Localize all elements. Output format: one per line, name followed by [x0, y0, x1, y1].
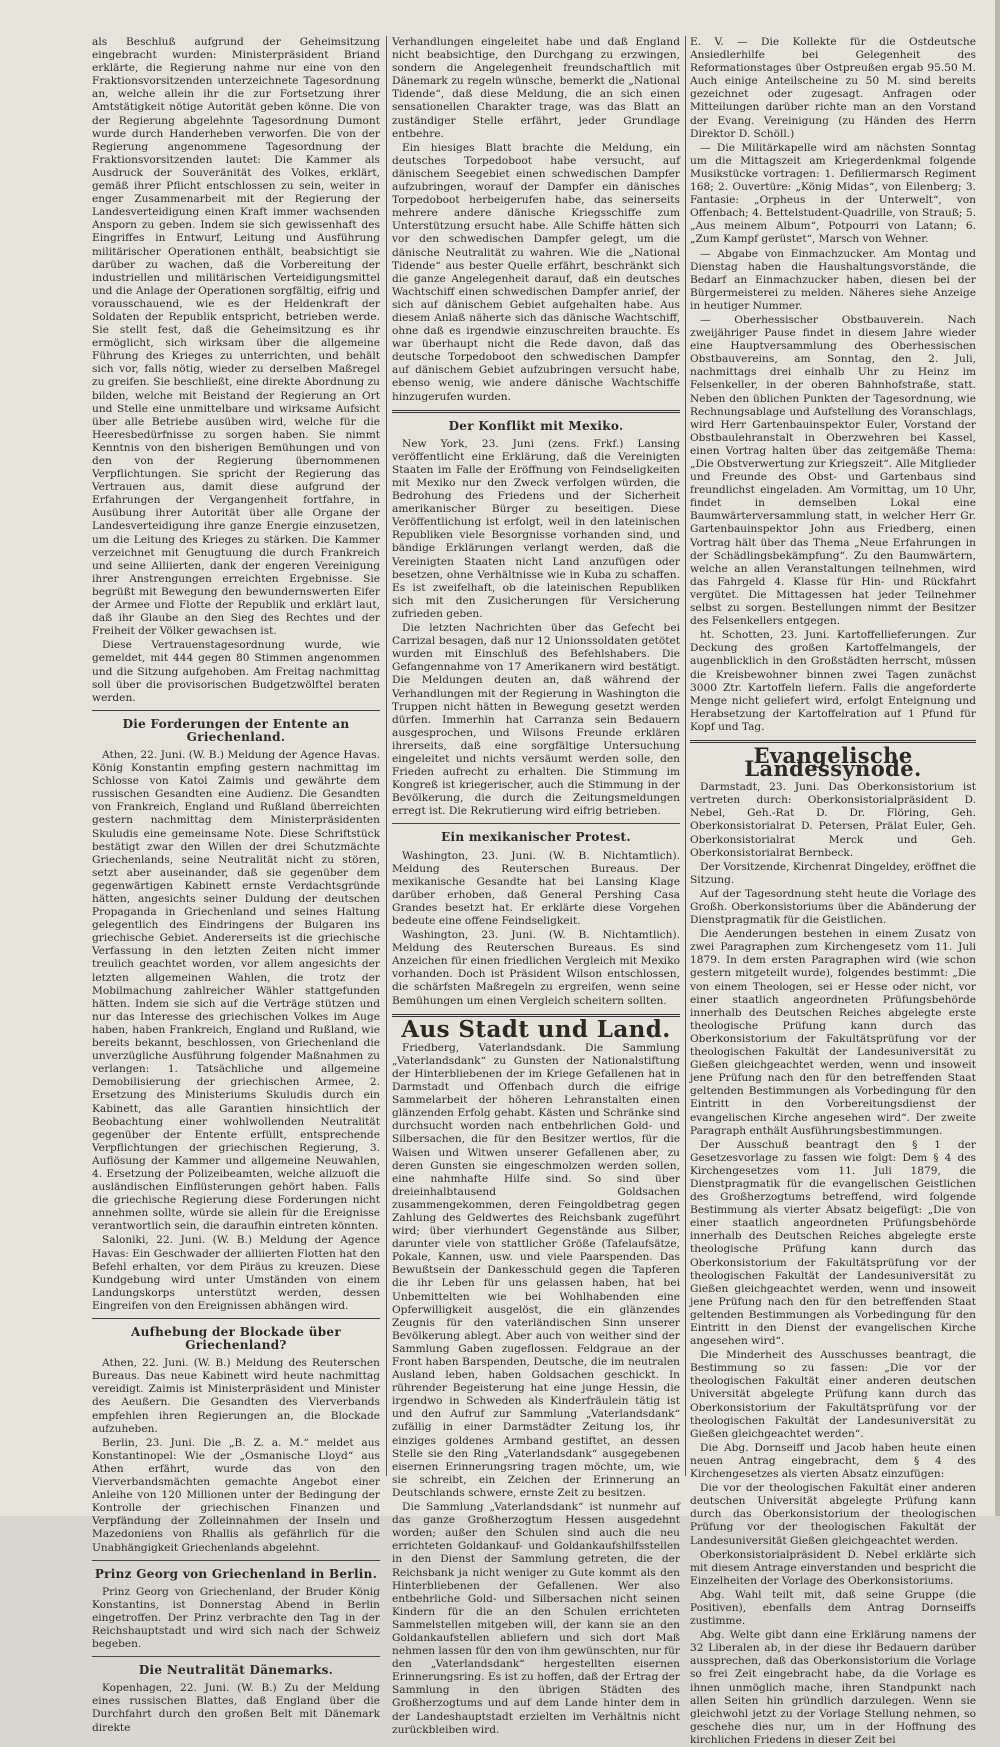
- article-paragraph: Diese Vertrauenstagesordnung wurde, wie gemeldet, mit 444 gegen 80 Stimmen angenommen und die Sitzung aufgehoben. Am Freitag nachmittag soll über die provisorischen Budgetzwölftel beraten werden.: [92, 639, 380, 704]
- article-paragraph: Die letzten Nachrichten über das Gefecht bei Carrizal besagen, daß nur 12 Unionssoldaten getötet wurden mit Einschluß des Befehlshabers. Die Gefangennahme von 17 Amerikanern wird bestätigt. Die Meldungen deuten an, daß während der Verhandlungen mit der Regierung in Washington die Truppen nicht hätten in Bewegung gesetzt werden dürfen. Immerhin hat Carranza sein Bedauern ausgesprochen, und Wilsons Freunde erklären ihrerseits, daß eine sorgfältige Untersuchung eingeleitet und nichts versäumt werden solle, den Frieden aufrecht zu erhalten. Die Stimmung im Kongreß ist kriegerischer, auch die Stimmung in der Bevölkerung, die durch die Zeitungsmeldungen erregt ist. Die Rekrutierung wird eifrig betrieben.: [392, 622, 680, 818]
- article-paragraph: Auf der Tagesordnung steht heute die Vorlage des Großh. Oberkonsistoriums über die Abänderung der Dienstpragmatik für die Geistlichen.: [690, 887, 976, 927]
- article-paragraph: Abg. Welte gibt dann eine Erklärung namens der 32 Liberalen ab, in der diese ihr Bedauern darüber aussprechen, daß das Oberkonsistorium die Vorlage so frei Zeit eingebracht habe, da die Vorlage es ihnen unmöglich mache, ihren Standpunkt nach allen Seiten hin gründlich darzulegen. Wenn sie gleichwohl jetzt zu der Vorlage Stellung nehmen, so geschehe dies nur, um in der Hoffnung des kirchlichen Friedens in dieser Zeit bei: [690, 1629, 976, 1746]
- divider: [92, 1318, 380, 1319]
- article-paragraph: Athen, 22. Juni. (W. B.) Meldung des Reuterschen Bureaus. Das neue Kabinett wird heute nachmittag vereidigt. Zaimis ist Ministerpräsident und Minister des Aeußern. Die Gesandten des Vierverbands empfehlen ihren Regierungen an, die Blockade aufzuheben.: [92, 1357, 380, 1435]
- article-paragraph: Oberkonsistorialpräsident D. Nebel erklärte sich mit diesem Antrage einverstanden und bespricht die Einzelheiten der Vorlage des Oberkonsistoriums.: [690, 1548, 976, 1587]
- article-paragraph: Darmstadt, 23. Juni. Das Oberkonsistorium ist vertreten durch: Oberkonsistorialpräsident D. Nebel, Geh.-Rat D. Dr. Flöring, Geh. Oberkonsistorialrat D. Petersen, Prälat Euler, Geh. Oberkonsistorialrat Merck und Geh. Oberkonsistorialrat Bernbeck.: [690, 781, 976, 859]
- article-paragraph: Die Aenderungen bestehen in einem Zusatz von zwei Paragraphen zum Kirchengesetz vom 11. Juli 1879. In dem ersten Paragraphen wird (wie schon gestern mitgeteilt wurde), folgendes bestimmt: „Die von einem Theologen, sei er Hesse oder nicht, vor einer staatlich angeordneten Prüfungsbehörde innerhalb des Deutschen Reiches abgelegte erste theologische Prüfung kann durch das Oberkonsistorium der Fakultätsprüfung vor der theologischen Fakultät der Landesuniversität zu Gießen gleichgeachtet werden, wenn und insoweit jene Prüfung nach den für den betreffenden Staat geltenden Bestimmungen als Vorbedingung für den Eintritt in den Vorbereitungsdienst der evangelischen Kirche angesehen wird“. Der zweite Paragraph enthält Ausführungsbestimmungen.: [690, 928, 976, 1137]
- headline-denmark-neutrality: Die Neutralität Dänemarks.: [138, 1663, 334, 1678]
- divider: [392, 410, 680, 413]
- divider: [92, 1656, 380, 1657]
- column-rule: [685, 36, 686, 1476]
- column-middle: [392, 36, 680, 1736]
- divider: [392, 823, 680, 824]
- article-paragraph: Die vor der theologischen Fakultät einer anderen deutschen Universität abgelegte Prüfung kann durch das Oberkonsistorium der theologischen Prüfung vor der theologischen Fakultät der Landesuniversität Gießen gleichgeachtet werden.: [690, 1482, 976, 1547]
- article-paragraph: — Die Militärkapelle wird am nächsten Sonntag um die Mittagszeit am Kriegerdenkmal folgende Musikstücke vortragen: 1. Defiliermarsch Regiment 168; 2. Ouvertüre: „König Midas“, von Eilenberg; 3. Fantasie: „Orpheus in der Unterwelt“, von Offenbach; 4. Bettelstudent-Quadrille, von Strauß; 5. „Aus meinem Album“, Potpourri von Latann; 6. „Zum Kampf gerüstet“, Marsch von Wehner.: [690, 141, 976, 246]
- article-paragraph: Der Vorsitzende, Kirchenrat Dingeldey, eröffnet die Sitzung.: [690, 860, 976, 886]
- headline-mexico-conflict: Der Konflikt mit Mexiko.: [448, 418, 624, 433]
- section-title-landessynode: Evangelische Landessynode.: [744, 742, 922, 782]
- article-paragraph: Verhandlungen eingeleitet habe und daß England nicht beabsichtige, den Durchgang zu erzwingen, sondern die Angelegenheit freundschaftlich mit Dänemark zu regeln wünsche, bemerkt die „National Tidende“, daß diese Meldung, die an sich einen sensationellen Charakter trage, was das Blatt an zuständiger Stelle erfährt, jeder Grundlage entbehre.: [392, 36, 680, 140]
- article-paragraph: Die Minderheit des Ausschusses beantragt, die Bestimmung so zu fassen: „Die vor der theologischen Fakultät einer anderen deutschen Universität abgelegte Prüfung kann durch das Oberkonsistorium der Fakultätsprüfung vor der theologischen Fakultät der Landesuniversität zu Gießen gleichgeachtet werden“.: [690, 1349, 976, 1440]
- article-paragraph: Athen, 22. Juni. (W. B.) Meldung der Agence Havas. König Konstantin empfing gestern nachmittag im Schlosse von Katoi Zaimis und gewährte dem russischen Gesandten eine Audienz. Die Gesandten von Frankreich, England und Rußland überreichten gestern nachmittag dem Ministerpräsidenten Skuludis eine gemeinsame Note. Diese Schriftstück bestätigt zwar den Willen der drei Schutzmächte Griechenlands, seine Neutralität nicht zu stören, setzt aber auseinander, daß sie gegenüber dem gegenwärtigen Kabinett ernste Verdachtsgründe hätten, angesichts seiner Duldung der deutschen Propaganda in Griechenland und seines Haltung gelegentlich des Eindringens der Bulgaren ins griechische Gebiet. Andererseits ist die griechische Verfassung in den letzten Zeiten nicht immer treulich geachtet worden, vor allem angesichts der letzten allgemeinen Wahlen, die trotz der Mobilmachung zahlreicher Wähler stattgefunden hätten. Indem sie sich auf die Verträge stützen und nur das Interesse des griechischen Volkes im Auge haben, haben Frankreich, England und Rußland, wie bereits bekannt, beschlossen, von Griechenland die unverzügliche Ausführung folgender Maßnahmen zu verlangen: 1. Tatsächliche und allgemeine Demobilisierung der griechischen Armee, 2. Ersetzung des Ministeriums Skuludis durch ein Kabinett, das alle Garantien hinsichtlich der Beobachtung einer wohlwollenden Neutralität gegenüber der Entente erfüllt, entsprechende Verpflichtungen der griechischen Regierung, 3. Auflösung der Kammer und allgemeine Neuwahlen, 4. Ersetzung der Polizeibeamten, welche allzuoft die ausländischen Einflüsterungen gehört haben. Falls die griechische Regierung diese Forderungen nicht annehmen sollte, würde sie allein für die Ereignisse verantwortlich sein, die daraufhin eintreten könnten.: [92, 748, 380, 1233]
- column-rule: [386, 36, 387, 1476]
- article-paragraph: Prinz Georg von Griechenland, der Bruder König Konstantins, ist Donnerstag Abend in Berlin eingetroffen. Der Prinz verbrachte den Tag in der Reichshauptstadt und wird sich nach der Schweiz begeben.: [92, 1585, 380, 1651]
- divider: [92, 1560, 380, 1561]
- article-paragraph: Friedberg, Vaterlandsdank. Die Sammlung „Vaterlandsdank“ zu Gunsten der Nationalstiftung der Hinterbliebenen der im Kriege Gefallenen hat in Darmstadt und Offenbach durch die eifrige Sammelarbeit der höheren Lehranstalten einen glänzenden Erfolg gehabt. Kästen und Schränke sind durchsucht worden nach entbehrlichen Gold- und Silbersachen, die für den Besitzer wertlos, für die Waisen und Witwen unserer Gefallenen aber, zu deren Gunsten sie eingeschmolzen werden sollen, eine nahmhafte Hilfe sind. So sind über dreieinhalbtausend Goldsachen zusammengekommen, deren Feingoldbetrag gegen Zahlung des Geldwertes des Reichsbank zugeführt wird; über vierhundert Gegenstände aus Silber, darunter viele von stattlicher Größe (Tafelaufsätze, Pokale, Kannen, usw. und viele Paarspenden. Das Bewußtsein der Dankesschuld gegen die Tapferen die ihr Leben für uns gelassen haben, hat bei Unbemittelten wie bei Wohlhabenden eine Opferwilligkeit ausgelöst, die ein glänzendes Zeugnis für den vaterländischen Sinn unserer Bevölkerung ablegt. Aber auch von weither sind der Sammlung Gaben zugeflossen. Feldgraue an der Front haben Barspenden, Deutsche, die im neutralen Ausland leben, haben Goldsachen geschickt. In rührender Begeisterung hat eine junge Hessin, die irgendwo in Schweden als Kinderfräulein tätig ist und den Aufruf zur Sammlung „Vaterlandsdank“ zufällig in einer Darmstädter Zeitung los, ihr einziges goldenes Armband gestiftet, an dessen Stelle sie den Ring „Vaterlandsdank“ ausgegebenen eisernen Erinnerungsring tragen möchte, um, wie sie schreibt, ein Zeichen der Erinnerung an Deutschlands schwere, ernste Zeit zu besitzen.: [392, 1041, 680, 1499]
- page-edge-shadow: [995, 0, 1000, 1516]
- column-right: [690, 36, 976, 1746]
- article-paragraph: Die Sammlung „Vaterlandsdank“ ist nunmehr auf das ganze Großherzogtum Hessen ausgedehnt worden; außer den Schulen sind auch die neu errichteten Goldankauf- und Goldankaufshilfsstellen in den Dienst der Sammlung getreten, die der Reichsbank ja nicht weniger zu Gute kommt als den Hinterbliebenen der Gefallenen. Wer also entbehrliche Gold- und Silbersachen nicht seinen Kindern für die an den Schulen errichteten Sammelstellen mitgeben will, der kann sie an den Goldankaufstellen abliefern und sich dort Maß nehmen lassen für den von ihm gewünschten, nur für den „Vaterlandsdank“ hergestellten eisernen Erinnerungsring. Es ist zu hoffen, daß der Ertrag der Sammlung in den übrigen Städten des Großherzogtums und auf dem Lande hinter dem in der Landeshauptstadt erzielten im Verhältnis nicht zurückbleiben wird.: [392, 1501, 680, 1736]
- article-paragraph: Saloniki, 22. Juni. (W. B.) Meldung der Agence Havas: Ein Geschwader der alliierten Flotten hat den Befehl erhalten, vor dem Piräus zu kreuzen. Diese Kundgebung wird unter Umständen von einem Landungskorps unterstützt werden, dessen Eingreifen von den Ereignissen abhängen wird.: [92, 1234, 380, 1312]
- headline-prince-georg: Prinz Georg von Griechenland in Berlin.: [94, 1566, 378, 1581]
- article-paragraph: Kopenhagen, 22. Juni. (W. B.) Zu der Meldung eines russischen Blattes, daß England über die Durchfahrt durch den großen Belt mit Dänemark direkte: [92, 1682, 380, 1734]
- article-paragraph: Washington, 23. Juni. (W. B. Nichtamtlich). Meldung des Reuterschen Bureaus. Es sind Anzeichen für einen friedlichen Vergleich mit Mexiko vorhanden. Doch ist Präsident Wilson entschlossen, die schärfsten Maßregeln zu ergreifen, wenn seine Bemühungen um einen Vergleich scheitern sollten.: [392, 929, 680, 1007]
- article-paragraph: E. V. — Die Kollekte für die Ostdeutsche Ansiedlerhilfe bei Gelegenheit des Reformationstages über Ostpreußen ergab 95.50 M. Auch einige Anteilscheine zu 50 M. sind bereits gezeichnet oder zugesagt. Anfragen oder Mitteilungen darüber richte man an den Vorstand der Evang. Vereinigung (zu Händen des Herrn Direktor D. Schöll.): [690, 36, 976, 140]
- article-paragraph: — Abgabe von Einmachzucker. Am Montag und Dienstag haben die Haushaltungsvorstände, die Bedarf an Einmachzucker haben, diesen bei der Bürgermeisterei zu melden. Näheres siehe Anzeige in heutiger Nummer.: [690, 247, 976, 312]
- headline-blockade: Aufhebung der Blockade über Griechenland?: [131, 1325, 341, 1353]
- article-paragraph: New York, 23. Juni (zens. Frkf.) Lansing veröffentlicht eine Erklärung, daß die Vereinigten Staaten im Falle der Eröffnung von Feindseligkeiten mit Mexiko nur den Zweck verfolgen würden, die Bedrohung des Friedens und der Sicherheit amerikanischer Bürger zu beseitigen. Diese Veröffentlichung ist erfolgt, weil in den lateinischen Republiken viele Besorgnisse vorhanden sind, und bändige Erklärungen verlangt werden, daß die Vereinigten Staaten nicht Land anzufügen oder besetzen, ohne Verhältnisse wie in Kuba zu schaffen. Es ist zweifelhaft, ob die lateinischen Republiken sich mit den Zusicherungen für Versicherung zufrieden geben.: [392, 437, 680, 620]
- headline-entente-greece: Die Forderungen der Entente an Griechenland.: [122, 716, 350, 744]
- article-paragraph: Der Ausschuß beantragt den § 1 der Gesetzesvorlage zu fassen wie folgt: Dem § 4 des Kirchengesetzes vom 11. Juli 1879, die Dienstpragmatik für die evangelischen Geistlichen des Großherzogtums betreffend, wird folgende Bestimmung als vierter Absatz beigefügt: „Die von einer staatlich angeordneten Prüfungsbehörde innerhalb des Deutschen Reiches abgelegte erste theologische Prüfung kann durch das Oberkonsistorium der Fakultätsprüfung vor der theologischen Fakultät der Landesuniversität zu Gießen gleichgeachtet werden, wenn und insoweit jene Prüfung nach den für den betreffenden Staat geltenden Bestimmungen als Vorbedingung für den Eintritt in den Dienst der evangelischen Kirche angesehen wird“.: [690, 1138, 976, 1348]
- article-paragraph: ht. Schotten, 23. Juni. Kartoffellieferungen. Zur Deckung des großen Kartoffelmangels, der augenblicklich in den Großstädten herrscht, müssen die Kreisbewohner binnen zwei Tagen zunächst 3000 Ztr. Kartoffeln liefern. Falls die angeforderte Menge nicht geliefert wird, erfolgt Enteignung und Herabsetzung der Kartoffelration auf 1 Pfund für Kopf und Tag.: [690, 629, 976, 733]
- article-paragraph: Washington, 23. Juni. (W. B. Nichtamtlich). Meldung des Reuterschen Bureaus. Der mexikanische Gesandte hat bei Lansing Klage darüber erhoben, daß General Pershing Casa Grandes besetzt hat. Er erklärte diese Vorgehen bedeute eine offene Feindseligkeit.: [392, 849, 680, 927]
- divider: [92, 710, 380, 711]
- article-paragraph: Abg. Wahl teilt mit, daß seine Gruppe (die Positiven), ebenfalls dem Antrag Dornseiffs zustimme.: [690, 1588, 976, 1628]
- article-paragraph: Die Abg. Dornseiff und Jacob haben heute einen neuen Antrag eingebracht, dem § 4 des Kirchengesetzes als vierten Absatz einzufügen:: [690, 1441, 976, 1481]
- article-paragraph: Ein hiesiges Blatt brachte die Meldung, ein deutsches Torpedoboot habe versucht, auf dänischem Seegebiet einen schwedischen Dampfer aufzubringen, worauf der Dampfer ein dänisches Torpedoboot herbeigerufen habe, das seinerseits mehrere andere dänische Kriegsschiffe zum Unterstützung ersucht habe. Alle Schiffe hätten sich vor den schwedischen Dampfer gelegt, um die dänische Neutralität zu wahren. Wie die „National Tidende“ aus bester Quelle erfährt, beschränkt sich die ganze Angelegenheit darauf, daß ein deutsches Wachtschiff einen schwedischen Dampfer anrief, der sich auf dänischem Gebiet aufgehalten habe. Aus diesem Anlaß näherte sich das dänische Wachtschiff, ohne daß es irgendwie einzuschreiten brauchte. Es war überhaupt nicht die Rede davon, daß das deutsche Torpedoboot den schwedischen Dampfer auf dänischem Gebiet aufzubringen versucht habe, ebenso wenig, wie andere dänische Wachtschiffe hinzugerufen wurden.: [392, 141, 680, 403]
- article-paragraph: als Beschluß aufgrund der Geheimsitzung eingebracht wurden: Ministerpräsident Briand erklärte, die Regierung nahme nur eine von den Fraktionsvorsitzenden unterzeichnete Tagesordnung an, welche allein ihr die zur Fortsetzung ihrer Amtstätigkeit nötige Autorität geben könne. Die von der Regierung abgelehnte Tagesordnung Dumont wurde durch Handerheben verworfen. Die von der Regierung angenommene Tagesordnung der Fraktionsvorsitzenden lautet: Die Kammer als Ausdruck der Souveränität des Volkes, erklärt, gemäß ihrer Pflicht entschlossen zu sein, weiter in enger Zusammenarbeit mit der Regierung der Landesverteidigung einen Kraft immer wachsenden Ansporn zu geben. Indem sie sich gewissenhaft des Eingriffes in Entwurf, Leitung und Ausführung militärischer Operationen enthält, beabsichtigt sie darüber zu wachen, daß die Vorbereitung der industriellen und militärischen Verteidigungsmittel und die Anlage der Operationen sorgfältig, eifrig und vorausschauend, wie es der Heldenkraft der Soldaten der Republik entspricht, betrieben werde. Sie stellt fest, daß die Geheimsitzung es ihr ermöglicht, sich wirksam über die allgemeine Führung des Krieges zu unterrichten, und behält sich vor, falls nötig, wieder zu derselben Maßregel zu greifen. Sie beschließt, eine direkte Abordnung zu bilden, welche mit Beistand der Regierung an Ort und Stelle eine unmittelbare und wirksame Aufsicht über alle Betriebe ausüben wird, welche für die Heeresbedürfnisse zu sorgen haben. Sie nimmt Kenntnis von den bisherigen Bemühungen und von den von der Regierung übernommenen Verpflichtungen. Sie spricht der Regierung das Vertrauen aus, damit diese aufgrund der Erfahrungen der Vergangenheit fortfahre, in Ausübung ihrer Autorität über alle Organe der Landesverteidigung ihre ganze Energie einzusetzen, um die Leitung des Krieges zu stärken. Die Kammer verzeichnet mit Genugtuung die durch Frankreich und seine Alliierten, dank der engeren Vereinigung ihrer Anstrengungen erreichten Ergebnisse. Sie begrüßt mit Bewegung den bewundernswerten Eifer der Armee und Flotte der Republik und erklärt laut, daß ihr Glaube an den Sieg des Rechtes und der Freiheit der Völker gewachsen ist.: [92, 36, 380, 638]
- article-paragraph: Berlin, 23. Juni. Die „B. Z. a. M.“ meldet aus Konstantinopel: Wie der „Osmanische Lloyd“ aus Athen erfährt, wurde das von den Vierverbandsmächten gemachte Angebot einer Anleihe von 120 Millionen unter der Bedingung der Kontrolle der griechischen Finanzen und Verpfändung der Zolleinnahmen der Inseln und Mazedoniens von Rhallis als gefährlich für die Unabhängigkeit Griechenlands abgelehnt.: [92, 1436, 380, 1554]
- headline-mexican-protest: Ein mexikanischer Protest.: [441, 830, 631, 845]
- column-left: [92, 36, 380, 1734]
- article-paragraph: — Oberhessischer Obstbauverein. Nach zweijähriger Pause findet in diesem Jahre wieder eine Hauptversammlung des Oberhessischen Obstbauvereins, am Sonntag, den 2. Juli, nachmittags drei einhalb Uhr zu Heinz im Felsenkeller, in der oberen Bahnhofstraße, statt. Neben den üblichen Punkten der Tagesordnung, wie Rechnungsablage und Aufstellung des Voranschlags, wird Herr Gartenbauinspektor Euler, Vorstand der Obstbaulehranstalt in Oberzwehren bei Kassel, einen Vortrag halten über das zeitgemäße Thema: „Die Obstverwertung zur Kriegszeit“. Alle Mitglieder und Freunde des Obst- und Gartenbaus sind freundlichst eingeladen. Am Vormittag, um 10 Uhr, findet in demselben Lokal eine Baumwärterversammlung statt, in welcher Herr Gr. Gartenbauinspektor John aus Friedberg, einen Vortrag hält über das Thema „Neue Erfahrungen in der Schädlingsbekämpfung“. Zu den Baumwärtern, welche an allen Veranstaltungen teilnehmen, wird das Fahrgeld 4. Klasse für Hin- und Rückfahrt vergütet. Die Mittagessen hat jeder Teilnehmer selbst zu sorgen. Bestellungen nimmt der Besitzer des Felsenkellers entgegen.: [690, 313, 976, 628]
- section-title-stadt-und-land: Aus Stadt und Land.: [401, 1015, 671, 1043]
